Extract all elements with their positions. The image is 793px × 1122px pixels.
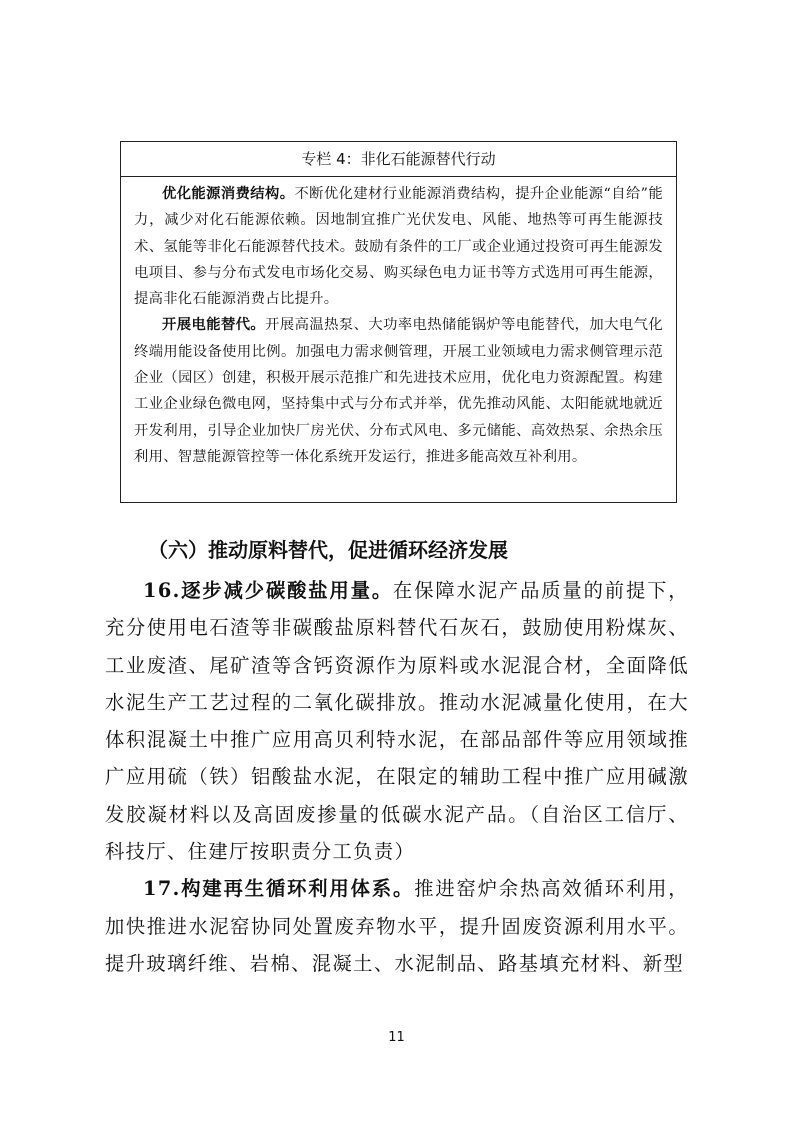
main-content (105, 528, 689, 982)
paragraph-text: 在保障水泥产品质量的前提下，充分使用电石渣等非碳酸盐原料替代石灰石，鼓励使用粉煤灰、工业废渣、尾矿渣等含钙资源作为原料或水泥混合材，全面降低水泥生产工艺过程的二氧化碳排放。推动水泥减量化使用，在大体积混凝土中推广应用高贝利特水泥，在部品部件等应用领域推广应用硫（铁）铝酸盐水泥，在限定的辅助工程中推广应用碱激发胶凝材料以及高固废掺量的低碳水泥产品。（自治区工信厅、科技厅、住建厅按职责分工负责） (105, 579, 689, 864)
page-number: 11 (388, 1030, 405, 1045)
box-paragraph-text: 不断优化建材行业能源消费结构，提升企业能源“自给”能力，减少对化石能源依赖。因地制宜推广光伏发电、风能、地热等可再生能源技术、氢能等非化石能源替代技术。鼓励有条件的工厂或企业通过投资可再生能源发电项目、参与分布式发电市场化交易、购买绿色电力证书等方式选用可再生能源，提高非化石能源消费占比提升。 (134, 186, 663, 308)
paragraph-text: 推进窑炉余热高效循环利用，加快推进水泥窑协同处置废弃物水平，提升固废资源利用水平。提升玻璃纤维、岩棉、混凝土、水泥制品、路基填充材料、新型 (105, 877, 689, 975)
body-paragraph (105, 870, 689, 982)
paragraph-lead: 16.逐步减少碳酸盐用量。 (143, 579, 394, 602)
box-body (121, 177, 676, 470)
sidebar-box (120, 141, 677, 503)
body-paragraph (105, 572, 689, 870)
box-paragraph-text: 开展高温热泵、大功率电热储能锅炉等电能替代，加大电气化终端用能设备使用比例。加强电力需求侧管理，开展工业领域电力需求侧管理示范企业（园区）创建，积极开展示范推广和先进技术应用，优化电力资源配置。构建工业企业绿色微电网，坚持集中式与分布式并举，优先推动风能、太阳能就地就近开发利用，引导企业加快厂房光伏、分布式风电、多元储能、高效热泵、余热余压利用、智慧能源管控等一体化系统开发运行，推进多能高效互补利用。 (134, 317, 663, 465)
box-paragraph-lead: 开展电能替代。 (162, 317, 266, 334)
box-paragraph-lead: 优化能源消费结构。 (162, 186, 295, 202)
box-paragraph (134, 181, 663, 312)
box-title: 专栏 4：非化石能源替代行动 (121, 142, 676, 177)
paragraph-lead: 17.构建再生循环利用体系。 (143, 877, 415, 901)
box-paragraph (134, 312, 663, 470)
section-heading: （六）推动原料替代，促进循环经济发展 (148, 538, 508, 562)
